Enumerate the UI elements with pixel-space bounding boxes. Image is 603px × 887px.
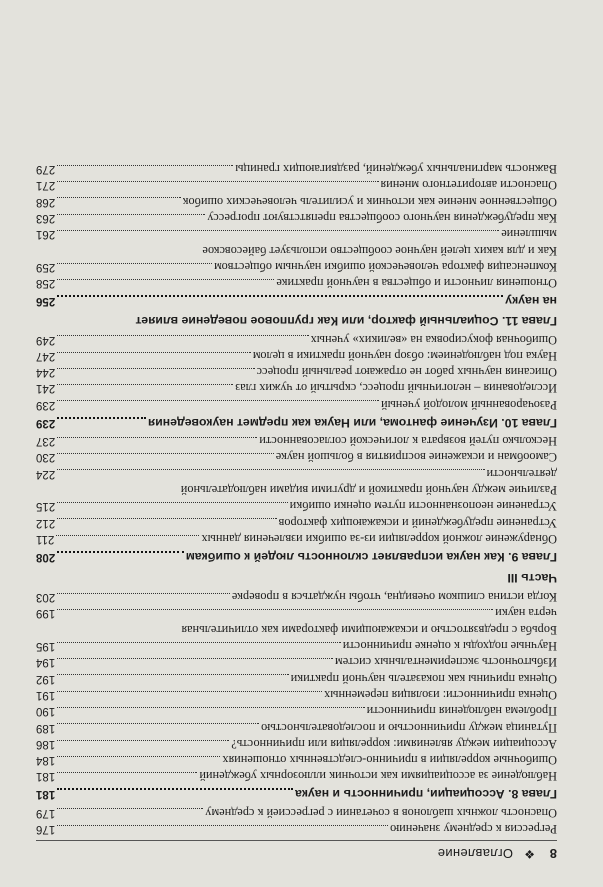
toc-entry-title: Оценка причины как показатель научной практики — [290, 671, 557, 686]
toc-entry-title: Разочарованный молодой ученый — [380, 397, 557, 412]
toc-entry — [36, 194, 557, 210]
toc-entry-page: 258 — [36, 277, 56, 290]
table-of-contents — [36, 161, 557, 837]
toc-entry-page: 241 — [36, 382, 56, 395]
dot-leader — [57, 825, 388, 830]
toc-chapter — [36, 547, 557, 567]
toc-entry-title: Несколько путей возврата к логической согласованности — [259, 434, 557, 449]
toc-entry-page: 239 — [36, 416, 56, 429]
dot-leader — [57, 593, 230, 598]
toc-entry — [36, 589, 557, 605]
toc-entry — [36, 768, 557, 784]
dot-leader — [57, 756, 220, 761]
toc-entry-title: Наука под наблюдением: обзор научной практики в целом — [252, 348, 557, 363]
dot-leader — [57, 723, 259, 728]
toc-entry — [36, 638, 557, 654]
toc-entry-title: Самообман и искажение восприятия в большой науке — [275, 450, 557, 465]
toc-entry — [36, 482, 557, 498]
toc-part — [36, 567, 557, 589]
toc-entry — [36, 752, 557, 768]
toc-entry-title: Путаница между причинностью и последовательностью — [261, 720, 557, 735]
toc-chapter — [36, 311, 557, 331]
toc-entry-title: Как и для каких целей научное сообщество использует байесовское — [202, 243, 557, 258]
toc-entry — [36, 348, 557, 364]
toc-entry-page: 249 — [36, 333, 56, 346]
dot-leader — [57, 335, 308, 340]
dot-leader — [57, 279, 274, 284]
toc-entry-page: 224 — [36, 467, 56, 480]
toc-entry-page: 194 — [36, 656, 56, 669]
toc-entry-title: Устранение предубеждений и искажающих факторов — [278, 515, 557, 530]
toc-entry-title: Компенсация фактора человеческой ошибки научным обществом — [214, 259, 557, 274]
dot-leader — [57, 214, 205, 219]
toc-entry — [36, 531, 557, 547]
toc-entry — [36, 226, 557, 242]
toc-entry-page: 192 — [36, 672, 56, 685]
toc-entry-title: Регрессия к среднему значению — [390, 822, 557, 836]
toc-entry — [36, 703, 557, 719]
toc-entry-title: Общественное мнение как источник и усилитель человеческих ошибок — [182, 194, 557, 209]
toc-entry-title: Устранение неопознанности путем оценки ошибки — [289, 499, 557, 514]
toc-entry-title: Наблюдение за ассоциациями как источник иллюзорных убеждений — [199, 769, 557, 784]
toc-entry-title: Глава 10. Изучение фантома, или Наука как предмет науковедения — [147, 415, 557, 430]
dot-leader — [57, 808, 203, 813]
dot-leader — [57, 368, 254, 373]
toc-entry-title: Опасности авторитетного мнения — [380, 178, 557, 193]
toc-entry-page: 203 — [36, 591, 56, 604]
toc-entry-title: Когда истина слишком очевидна, чтобы нуждаться в проверке — [231, 590, 557, 605]
dot-leader — [57, 400, 379, 405]
toc-entry-title: Проблема наблюдения причинности — [366, 704, 557, 719]
toc-entry-page: 211 — [36, 532, 55, 545]
toc-entry-page: 212 — [36, 516, 56, 529]
dot-leader — [57, 453, 274, 458]
toc-entry — [36, 821, 557, 837]
toc-entry-page: 191 — [36, 688, 56, 701]
toc-entry-page: 244 — [36, 366, 56, 379]
page-number: 8 — [549, 846, 557, 861]
toc-entry — [36, 687, 557, 703]
toc-entry-page: 259 — [36, 260, 56, 273]
toc-entry-title: мышление — [501, 227, 557, 242]
dot-leader — [57, 707, 364, 712]
dot-leader — [57, 772, 197, 777]
dot-leader — [57, 181, 378, 186]
toc-entry-title: Глава 8. Ассоциации, причинность и наука — [294, 787, 557, 802]
dot-leader — [57, 674, 288, 679]
toc-entry-title: Оценка причинности: изоляция переменных — [324, 687, 557, 702]
dot-leader — [57, 352, 251, 357]
toc-entry-title: черта науки — [495, 606, 557, 621]
toc-entry-page: 190 — [36, 705, 56, 718]
dot-leader — [57, 437, 257, 442]
toc-entry-page: 181 — [36, 770, 56, 783]
toc-entry-page: 199 — [36, 607, 56, 620]
dot-leader — [57, 551, 184, 557]
toc-entry-title: на науку — [505, 294, 557, 309]
toc-entry — [36, 161, 557, 177]
toc-entry — [36, 449, 557, 465]
ornament-icon: ❖ — [524, 847, 535, 861]
toc-entry-title: Борьба с предвзятостью и искажающими факторами как отличительная — [181, 622, 557, 637]
toc-entry — [36, 514, 557, 530]
dot-leader — [57, 518, 276, 523]
toc-entry-title: Как предубеждения научного сообщества препятствуют прогрессу — [207, 211, 557, 226]
toc-entry-title: Описания научных работ не отражают реальный процесс — [256, 365, 557, 380]
dot-leader — [57, 384, 233, 389]
toc-entry — [36, 605, 557, 621]
toc-entry-page: 271 — [36, 179, 56, 192]
toc-entry-page: 181 — [36, 788, 56, 801]
toc-entry — [36, 331, 557, 347]
toc-entry-title: Опасность ложных шаблонов в сочетании с регрессией к среднему — [205, 805, 557, 820]
toc-entry-title: деятельности — [486, 466, 557, 481]
toc-entry — [36, 396, 557, 412]
dot-leader — [57, 198, 180, 203]
toc-entry-page: 230 — [36, 451, 56, 464]
dot-leader — [57, 609, 493, 614]
toc-entry — [36, 719, 557, 735]
toc-entry — [36, 364, 557, 380]
toc-entry — [36, 433, 557, 449]
dot-leader — [56, 535, 199, 540]
toc-entry — [36, 177, 557, 193]
dot-leader — [57, 691, 322, 696]
toc-entry-page: 247 — [36, 349, 56, 362]
toc-entry-page: 189 — [36, 721, 56, 734]
toc-entry-page: 176 — [36, 823, 56, 835]
toc-entry-title: Важность маргинальных убеждений, раздвигающих границы — [235, 162, 557, 177]
toc-entry — [36, 465, 557, 481]
toc-entry — [36, 498, 557, 514]
toc-entry-title: Различие между научной практикой и другими видами наблюдательной — [180, 482, 557, 497]
toc-entry — [36, 275, 557, 291]
toc-entry-title: Избыточность экспериментальных систем — [334, 655, 557, 670]
toc-entry-title: Отношения личности и общества в научной практике — [276, 276, 557, 291]
toc-entry-page: 215 — [36, 500, 56, 513]
toc-entry-title: Обнаружение ложной корреляции из-за ошибки извлечения данных — [201, 531, 557, 546]
toc-entry — [36, 380, 557, 396]
dot-leader — [57, 417, 146, 423]
toc-entry-page: 261 — [36, 228, 56, 241]
toc-entry — [36, 804, 557, 820]
dot-leader — [57, 230, 499, 235]
toc-entry — [36, 670, 557, 686]
dot-leader — [57, 263, 212, 268]
toc-entry-page: 256 — [36, 295, 56, 308]
toc-chapter — [36, 413, 557, 433]
toc-entry-page: 279 — [36, 163, 56, 176]
toc-entry-page: 239 — [36, 398, 56, 411]
toc-entry-page: 179 — [36, 806, 56, 819]
toc-chapter — [36, 291, 557, 311]
toc-entry — [36, 259, 557, 275]
toc-entry-title: Ошибочная фокусировка на «великих» ученых — [310, 332, 557, 347]
toc-entry — [36, 621, 557, 637]
toc-entry-page: 195 — [36, 640, 56, 653]
toc-entry-title: Исследования – нелогичный процесс, скрытый от чужих глаз — [235, 381, 557, 396]
dot-leader — [57, 642, 341, 647]
toc-entry-page: 268 — [36, 195, 56, 208]
toc-entry — [36, 654, 557, 670]
toc-entry — [36, 242, 557, 258]
toc-entry-title: Глава 11. Социальный фактор, или Как групповое поведение влияет — [135, 314, 557, 329]
dot-leader — [57, 469, 484, 474]
toc-entry-page: 186 — [36, 737, 56, 750]
toc-entry-page: 237 — [36, 435, 56, 448]
toc-entry-title: Часть III — [507, 570, 557, 585]
header-title: Оглавление — [437, 846, 513, 861]
toc-chapter — [36, 784, 557, 804]
toc-entry-title: Глава 9. Как наука исправляет склонность людей к ошибкам — [185, 549, 557, 564]
toc-entry-page: 263 — [36, 212, 56, 225]
toc-entry-title: Ассоциации между явлениями: корреляция или причинность? — [231, 736, 557, 751]
toc-entry — [36, 736, 557, 752]
dot-leader — [57, 502, 288, 507]
dot-leader — [57, 740, 229, 745]
toc-entry-page: 208 — [36, 550, 56, 563]
toc-entry — [36, 210, 557, 226]
dot-leader — [57, 295, 503, 301]
running-header — [36, 840, 557, 863]
dot-leader — [57, 658, 333, 663]
dot-leader — [57, 788, 293, 794]
dot-leader — [57, 165, 233, 170]
toc-entry-title: Научные подходы к оценке причинности — [342, 639, 557, 654]
toc-entry-title: Ошибочные корреляции в причинно-следственных отношениях — [222, 753, 557, 768]
toc-entry-page: 184 — [36, 754, 56, 767]
